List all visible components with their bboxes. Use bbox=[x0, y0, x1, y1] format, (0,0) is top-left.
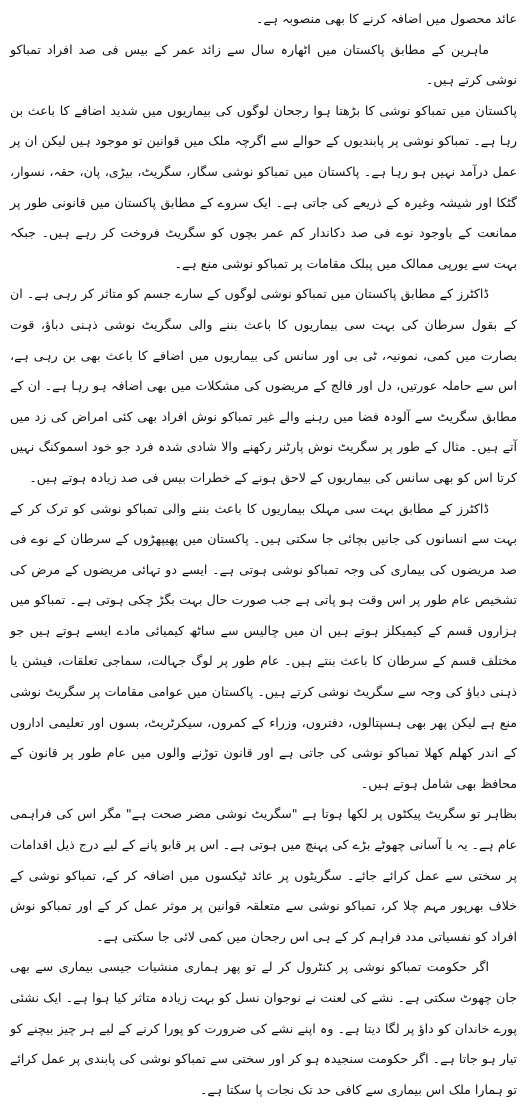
paragraph-intro: عائد محصول میں اضافہ کرنے کا بھی منصوبہ ہے۔ bbox=[256, 11, 517, 26]
paragraph-government-action: اگر حکومت تمباکو نوشی پر کنٹرول کر لے تو پھر ہماری منشیات جیسی بیماری سے بھی جان چھوٹ سکتی ہے۔ نشے کی لعنت نے نوجوان نسل کو بہت زیادہ متاثر کیا ہوا ہے۔ ایک نشئی پورے خاندان کو داؤ پر لگا دیتا ہے۔ وہ اپنے نشے کی ضرورت کو پورا کرنے کے لیے ہر چیز بیچنے کو تیار ہو جاتا ہے۔ اگر حکومت سنجیدہ ہو کر اور سختی سے تمباکو نوشی کی پابندی پر عمل کرائے تو ہمارا ملک اس بیماری سے کافی حد تک نجات پا سکتا ہے۔ bbox=[10, 959, 517, 1097]
paragraph-health-effects: ڈاکٹرز کے مطابق پاکستان میں تمباکو نوشی لوگوں کے سارے جسم کو متاثر کر رہی ہے۔ ان کے بقول سرطان کی بہت سی بیماریوں کا باعث بننے والی سگریٹ نوشی ذہنی دباؤ، قوت بصارت میں کمی، نمونیہ، ٹی بی اور سانس کی بیماریوں میں اضافے کا باعث بھی بن رہی ہے، اس سے حاملہ عورتیں، دل اور فالج کے مریضوں کی مشکلات میں بھی اضافہ ہو رہا ہے۔ ان کے مطابق سگریٹ سے آلودہ فضا میں رہنے والے غیر تمباکو نوش افراد بھی کئی امراض کی زد میں آتے ہیں۔ مثال کے طور پر سگریٹ نوش پارٹنر رکھنے والا شادی شدہ فرد جو خود اسموکنگ نہیں کرتا اس کو بھی سانس کی بیماریوں کے لاحق ہونے کے خطرات بیس فی صد زیادہ ہوتے ہیں۔ bbox=[10, 286, 517, 485]
paragraph-cancer-causes: ڈاکٹرز کے مطابق بہت سی مہلک بیماریوں کا باعث بننے والی تمباکو نوشی کو ترک کر کے بہت سے انسانوں کی جانیں بچائی جا سکتی ہیں۔ پاکستان میں پھیپھڑوں کے سرطان کے نوے فی صد مریضوں کی بیماری کی وجہ تمباکو نوشی ہوتی ہے۔ ایسے دو تہائی مریضوں کے مرض کی تشخیص عام طور پر اس وقت ہو پاتی ہے جب صورت حال بہت بگڑ چکی ہوتی ہے۔ تمباکو میں ہزاروں قسم کے کیمیکلز ہوتے ہیں ان میں چالیس سے ساٹھ کیمیائی مادے ایسے ہوتے ہیں جو مختلف قسم کے سرطان کا باعث بنتے ہیں۔ عام طور پر لوگ جہالت، سماجی تعلقات، فیشن یا ذہنی دباؤ کی وجہ سے سگریٹ نوشی کرتے ہیں۔ پاکستان میں عوامی مقامات پر سگریٹ نوشی منع ہے لیکن پھر بھی ہسپتالوں، دفتروں، وزراء کے کمروں، سیکرٹریٹ، بسوں اور تعلیمی اداروں کے اندر کھلم کھلا تمباکو نوشی کی جاتی ہے اور قانون توڑنے والوں میں عام طور پر قانون کے محافظ بھی شامل ہوتے ہیں۔ bbox=[10, 500, 517, 791]
paragraph-experts-smokers: ماہرین کے مطابق پاکستان میں اٹھارہ سال سے زائد عمر کے بیس فی صد افراد تمباکو نوشی کرتے ہیں۔ bbox=[10, 41, 517, 88]
paragraph-smoking-trend: پاکستان میں تمباکو نوشی کا بڑھتا ہوا رجحان لوگوں کی بیماریوں میں شدید اضافے کا باعث بن رہا ہے۔ تمباکو نوشی پر پابندیوں کے حوالے سے اگرچہ ملک میں قوانین تو موجود ہیں لیکن ان پر عمل درآمد نہیں ہو رہا ہے۔ پاکستان میں تمباکو نوشی سگار، سگریٹ، بیڑی، پان، حقہ، نسوار، گٹکا اور شیشہ وغیرہ کے ذریعے کی جاتی ہے۔ ایک سروے کے مطابق پاکستان میں قانونی طور پر ممانعت کے باوجود نوے فی صد دکاندار کم عمر بچوں کو سگریٹ فروخت کر رہے ہیں۔ جبکہ بہت سے یورپی ممالک میں پبلک مقامات پر تمباکو نوشی منع ہے۔ bbox=[10, 102, 517, 271]
paragraph-prevention-measures: بظاہر تو سگریٹ پیکٹوں پر لکھا ہوتا ہے "سگریٹ نوشی مضر صحت ہے" مگر اس کی فراہمی عام ہے۔ یہ با آسانی چھوٹے بڑے کی پہنچ میں ہوتی ہے۔ اس پر قابو پانے کے لیے درج ذیل اقدامات پر سختی سے عمل کرائے جائے۔ سگریٹوں پر عائد ٹیکسوں میں اضافہ کر کے، تمباکو نوشی کے خلاف بھرپور مہم چلا کر، تمباکو نوشی سے متعلقہ قوانین پر موثر عمل کر کے اور تمباکو نوش افراد کو نفسیاتی مدد فراہم کر کے ہی اس رجحان میں کمی لائی جا سکتی ہے۔ bbox=[10, 806, 517, 944]
